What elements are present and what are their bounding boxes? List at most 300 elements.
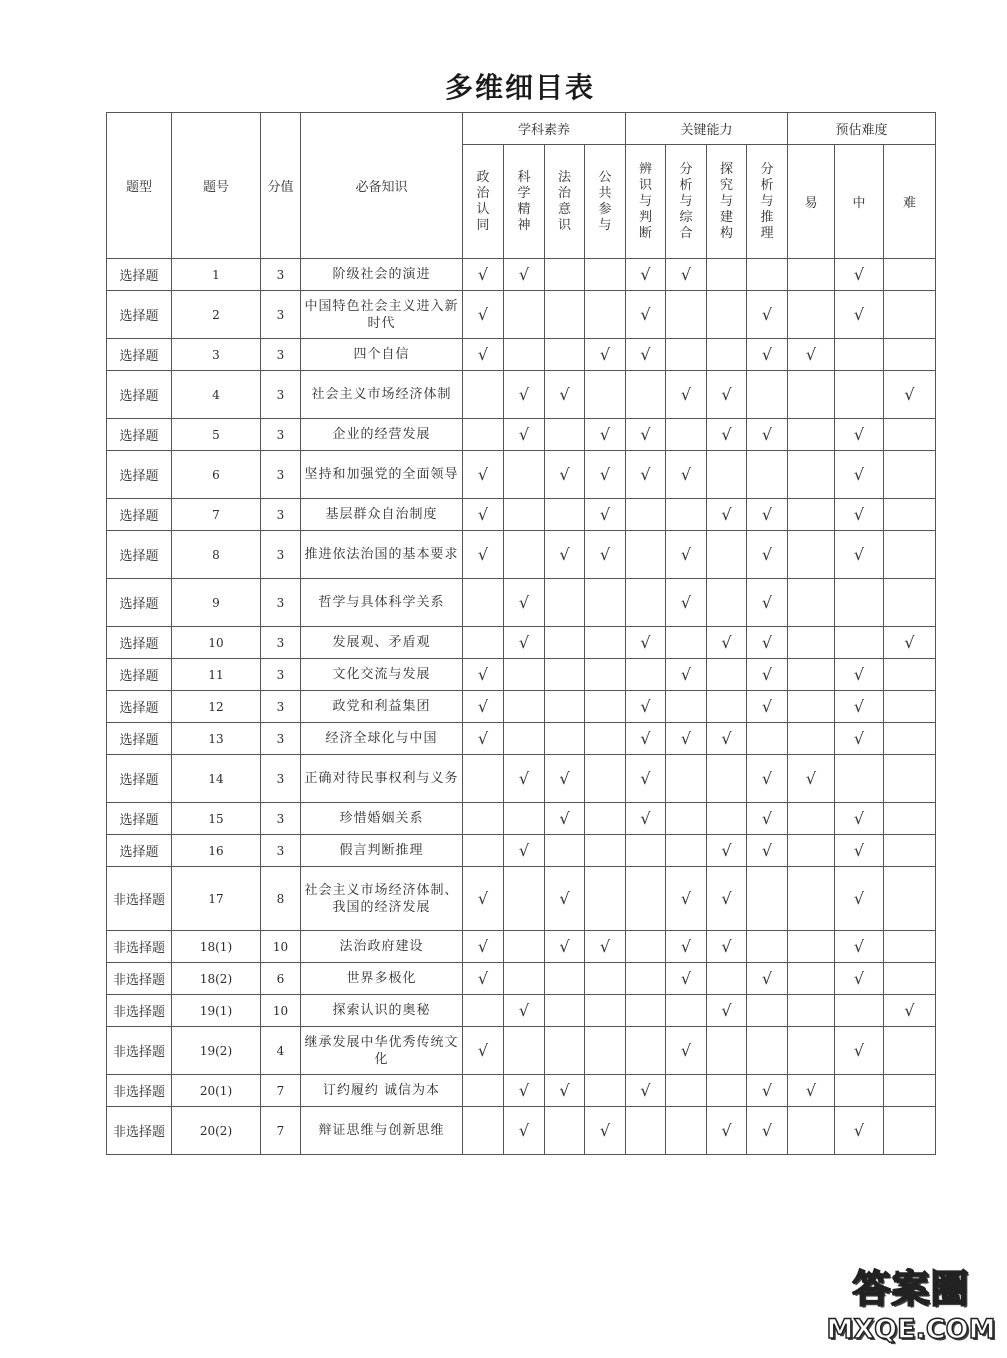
header-literacy-3: 法治意识 — [545, 145, 585, 259]
question-type-cell: 选择题 — [107, 371, 172, 419]
check-mark-cell: √ — [626, 691, 666, 723]
check-mark-cell: √ — [626, 723, 666, 755]
check-mark-cell: √ — [747, 835, 788, 867]
question-number-cell: 13 — [172, 723, 261, 755]
question-type-cell: 选择题 — [107, 835, 172, 867]
empty-cell — [545, 963, 585, 995]
check-mark-cell: √ — [747, 659, 788, 691]
question-type-cell: 选择题 — [107, 499, 172, 531]
empty-cell — [585, 371, 626, 419]
header-difficulty-easy: 易 — [788, 145, 835, 259]
empty-cell — [585, 659, 626, 691]
empty-cell — [585, 579, 626, 627]
table-row — [107, 627, 936, 659]
check-mark-cell: √ — [788, 755, 835, 803]
check-mark-cell: √ — [835, 291, 884, 339]
header-ability-1: 辨识与判断 — [626, 145, 666, 259]
question-number-cell: 18(1) — [172, 931, 261, 963]
knowledge-cell: 法治政府建设 — [301, 931, 463, 963]
empty-cell — [884, 931, 936, 963]
check-mark-cell: √ — [666, 371, 707, 419]
check-mark-cell: √ — [884, 995, 936, 1027]
empty-cell — [884, 531, 936, 579]
check-mark-cell: √ — [666, 451, 707, 499]
check-mark-cell: √ — [747, 963, 788, 995]
check-mark-cell: √ — [626, 259, 666, 291]
empty-cell — [504, 531, 545, 579]
header-row-groups — [107, 113, 936, 145]
empty-cell — [707, 579, 747, 627]
empty-cell — [884, 339, 936, 371]
empty-cell — [545, 291, 585, 339]
knowledge-cell: 继承发展中华优秀传统文化 — [301, 1027, 463, 1075]
question-type-cell: 选择题 — [107, 659, 172, 691]
empty-cell — [666, 755, 707, 803]
question-number-cell: 7 — [172, 499, 261, 531]
empty-cell — [463, 1107, 504, 1155]
empty-cell — [545, 995, 585, 1027]
check-mark-cell: √ — [747, 499, 788, 531]
check-mark-cell: √ — [545, 803, 585, 835]
check-mark-cell: √ — [463, 499, 504, 531]
question-number-cell: 11 — [172, 659, 261, 691]
table-row — [107, 371, 936, 419]
question-type-cell: 非选择题 — [107, 995, 172, 1027]
check-mark-cell: √ — [884, 371, 936, 419]
empty-cell — [884, 723, 936, 755]
check-mark-cell: √ — [788, 1075, 835, 1107]
header-difficulty-hard: 难 — [884, 145, 936, 259]
header-literacy-4: 公共参与 — [585, 145, 626, 259]
check-mark-cell: √ — [666, 259, 707, 291]
table-row — [107, 579, 936, 627]
empty-cell — [666, 499, 707, 531]
empty-cell — [504, 803, 545, 835]
check-mark-cell: √ — [835, 259, 884, 291]
empty-cell — [884, 499, 936, 531]
question-number-cell: 10 — [172, 627, 261, 659]
check-mark-cell: √ — [545, 867, 585, 931]
question-type-cell: 非选择题 — [107, 963, 172, 995]
question-number-cell: 15 — [172, 803, 261, 835]
knowledge-cell: 发展观、矛盾观 — [301, 627, 463, 659]
empty-cell — [884, 803, 936, 835]
score-cell: 3 — [261, 419, 301, 451]
empty-cell — [545, 339, 585, 371]
check-mark-cell: √ — [835, 1107, 884, 1155]
check-mark-cell: √ — [463, 691, 504, 723]
empty-cell — [788, 371, 835, 419]
empty-cell — [545, 259, 585, 291]
empty-cell — [585, 963, 626, 995]
check-mark-cell: √ — [585, 451, 626, 499]
check-mark-cell: √ — [747, 627, 788, 659]
empty-cell — [747, 259, 788, 291]
check-mark-cell: √ — [666, 963, 707, 995]
empty-cell — [884, 419, 936, 451]
header-ability-2: 分析与综合 — [666, 145, 707, 259]
question-number-cell: 9 — [172, 579, 261, 627]
empty-cell — [504, 963, 545, 995]
knowledge-cell: 订约履约 诚信为本 — [301, 1075, 463, 1107]
question-type-cell: 选择题 — [107, 723, 172, 755]
empty-cell — [788, 835, 835, 867]
empty-cell — [835, 339, 884, 371]
check-mark-cell: √ — [626, 451, 666, 499]
empty-cell — [835, 579, 884, 627]
score-cell: 3 — [261, 259, 301, 291]
check-mark-cell: √ — [747, 419, 788, 451]
check-mark-cell: √ — [504, 1075, 545, 1107]
table-row — [107, 1075, 936, 1107]
table-row — [107, 723, 936, 755]
table-row — [107, 1027, 936, 1075]
empty-cell — [585, 291, 626, 339]
table-row — [107, 803, 936, 835]
empty-cell — [666, 691, 707, 723]
check-mark-cell: √ — [545, 451, 585, 499]
check-mark-cell: √ — [747, 339, 788, 371]
empty-cell — [463, 835, 504, 867]
check-mark-cell: √ — [788, 339, 835, 371]
empty-cell — [835, 1075, 884, 1107]
check-mark-cell: √ — [585, 499, 626, 531]
check-mark-cell: √ — [707, 867, 747, 931]
empty-cell — [884, 1075, 936, 1107]
check-mark-cell: √ — [707, 627, 747, 659]
check-mark-cell: √ — [707, 835, 747, 867]
empty-cell — [788, 659, 835, 691]
question-number-cell: 8 — [172, 531, 261, 579]
empty-cell — [504, 1027, 545, 1075]
check-mark-cell: √ — [463, 723, 504, 755]
question-number-cell: 19(2) — [172, 1027, 261, 1075]
knowledge-cell: 文化交流与发展 — [301, 659, 463, 691]
empty-cell — [707, 1027, 747, 1075]
knowledge-cell: 哲学与具体科学关系 — [301, 579, 463, 627]
question-type-cell: 非选择题 — [107, 1075, 172, 1107]
question-type-cell: 选择题 — [107, 691, 172, 723]
question-type-cell: 非选择题 — [107, 867, 172, 931]
header-number: 题号 — [172, 113, 261, 259]
watermark-url: MXQE.COM — [826, 1314, 996, 1345]
empty-cell — [788, 995, 835, 1027]
empty-cell — [463, 803, 504, 835]
header-literacy-1: 政治认同 — [463, 145, 504, 259]
empty-cell — [884, 451, 936, 499]
watermark-logo: 答案圈 — [852, 1267, 970, 1311]
empty-cell — [788, 291, 835, 339]
check-mark-cell: √ — [463, 451, 504, 499]
table-body — [107, 259, 936, 1155]
knowledge-cell: 阶级社会的演进 — [301, 259, 463, 291]
question-number-cell: 1 — [172, 259, 261, 291]
table-row — [107, 339, 936, 371]
empty-cell — [788, 579, 835, 627]
question-type-cell: 选择题 — [107, 755, 172, 803]
check-mark-cell: √ — [666, 531, 707, 579]
check-mark-cell: √ — [666, 723, 707, 755]
empty-cell — [835, 627, 884, 659]
empty-cell — [585, 867, 626, 931]
empty-cell — [545, 419, 585, 451]
check-mark-cell: √ — [504, 627, 545, 659]
empty-cell — [545, 659, 585, 691]
empty-cell — [626, 1107, 666, 1155]
empty-cell — [788, 723, 835, 755]
score-cell: 4 — [261, 1027, 301, 1075]
header-literacy-2: 科学精神 — [504, 145, 545, 259]
check-mark-cell: √ — [626, 1075, 666, 1107]
score-cell: 3 — [261, 755, 301, 803]
empty-cell — [707, 659, 747, 691]
question-type-cell: 选择题 — [107, 579, 172, 627]
empty-cell — [585, 995, 626, 1027]
empty-cell — [788, 1027, 835, 1075]
knowledge-cell: 坚持和加强党的全面领导 — [301, 451, 463, 499]
check-mark-cell: √ — [585, 419, 626, 451]
empty-cell — [835, 371, 884, 419]
check-mark-cell: √ — [585, 531, 626, 579]
check-mark-cell: √ — [504, 755, 545, 803]
header-group-literacy: 学科素养 — [463, 113, 626, 145]
check-mark-cell: √ — [835, 835, 884, 867]
empty-cell — [884, 1107, 936, 1155]
empty-cell — [747, 451, 788, 499]
check-mark-cell: √ — [666, 659, 707, 691]
empty-cell — [788, 867, 835, 931]
score-cell: 3 — [261, 499, 301, 531]
score-cell: 3 — [261, 803, 301, 835]
question-number-cell: 20(2) — [172, 1107, 261, 1155]
question-number-cell: 16 — [172, 835, 261, 867]
empty-cell — [666, 1107, 707, 1155]
empty-cell — [504, 659, 545, 691]
score-cell: 3 — [261, 451, 301, 499]
check-mark-cell: √ — [747, 291, 788, 339]
question-type-cell: 选择题 — [107, 451, 172, 499]
knowledge-cell: 珍惜婚姻关系 — [301, 803, 463, 835]
empty-cell — [463, 579, 504, 627]
check-mark-cell: √ — [545, 371, 585, 419]
empty-cell — [585, 835, 626, 867]
empty-cell — [463, 419, 504, 451]
empty-cell — [747, 1027, 788, 1075]
empty-cell — [884, 867, 936, 931]
check-mark-cell: √ — [835, 1027, 884, 1075]
empty-cell — [626, 867, 666, 931]
empty-cell — [585, 627, 626, 659]
check-mark-cell: √ — [747, 691, 788, 723]
check-mark-cell: √ — [463, 291, 504, 339]
empty-cell — [626, 995, 666, 1027]
empty-cell — [884, 691, 936, 723]
knowledge-cell: 探索认识的奥秘 — [301, 995, 463, 1027]
table-row — [107, 963, 936, 995]
table-row — [107, 291, 936, 339]
question-type-cell: 选择题 — [107, 803, 172, 835]
check-mark-cell: √ — [666, 579, 707, 627]
empty-cell — [504, 291, 545, 339]
empty-cell — [707, 755, 747, 803]
knowledge-cell: 社会主义市场经济体制 — [301, 371, 463, 419]
table-row — [107, 659, 936, 691]
check-mark-cell: √ — [545, 755, 585, 803]
table-row — [107, 499, 936, 531]
question-type-cell: 非选择题 — [107, 1027, 172, 1075]
question-number-cell: 4 — [172, 371, 261, 419]
empty-cell — [884, 579, 936, 627]
score-cell: 3 — [261, 627, 301, 659]
score-cell: 8 — [261, 867, 301, 931]
empty-cell — [545, 579, 585, 627]
knowledge-cell: 推进依法治国的基本要求 — [301, 531, 463, 579]
empty-cell — [788, 419, 835, 451]
check-mark-cell: √ — [835, 803, 884, 835]
check-mark-cell: √ — [463, 867, 504, 931]
check-mark-cell: √ — [504, 579, 545, 627]
score-cell: 3 — [261, 531, 301, 579]
check-mark-cell: √ — [835, 931, 884, 963]
knowledge-cell: 经济全球化与中国 — [301, 723, 463, 755]
empty-cell — [707, 803, 747, 835]
check-mark-cell: √ — [747, 531, 788, 579]
empty-cell — [747, 931, 788, 963]
empty-cell — [747, 371, 788, 419]
question-type-cell: 选择题 — [107, 531, 172, 579]
empty-cell — [626, 531, 666, 579]
question-number-cell: 18(2) — [172, 963, 261, 995]
check-mark-cell: √ — [666, 867, 707, 931]
empty-cell — [585, 1075, 626, 1107]
check-mark-cell: √ — [666, 931, 707, 963]
empty-cell — [666, 1075, 707, 1107]
check-mark-cell: √ — [835, 531, 884, 579]
empty-cell — [626, 499, 666, 531]
score-cell: 7 — [261, 1075, 301, 1107]
empty-cell — [747, 995, 788, 1027]
empty-cell — [626, 579, 666, 627]
empty-cell — [884, 1027, 936, 1075]
check-mark-cell: √ — [504, 835, 545, 867]
empty-cell — [626, 371, 666, 419]
empty-cell — [835, 995, 884, 1027]
check-mark-cell: √ — [707, 371, 747, 419]
empty-cell — [666, 339, 707, 371]
table-row — [107, 531, 936, 579]
header-score: 分值 — [261, 113, 301, 259]
knowledge-cell: 社会主义市场经济体制、我国的经济发展 — [301, 867, 463, 931]
check-mark-cell: √ — [835, 451, 884, 499]
knowledge-cell: 假言判断推理 — [301, 835, 463, 867]
score-cell: 3 — [261, 579, 301, 627]
empty-cell — [788, 531, 835, 579]
empty-cell — [788, 1107, 835, 1155]
check-mark-cell: √ — [463, 339, 504, 371]
empty-cell — [463, 371, 504, 419]
empty-cell — [788, 963, 835, 995]
header-ability-3: 探究与建构 — [707, 145, 747, 259]
score-cell: 10 — [261, 931, 301, 963]
empty-cell — [707, 451, 747, 499]
check-mark-cell: √ — [747, 803, 788, 835]
score-cell: 10 — [261, 995, 301, 1027]
header-ability-4: 分析与推理 — [747, 145, 788, 259]
question-number-cell: 5 — [172, 419, 261, 451]
empty-cell — [707, 963, 747, 995]
check-mark-cell: √ — [504, 371, 545, 419]
question-number-cell: 14 — [172, 755, 261, 803]
header-knowledge: 必备知识 — [301, 113, 463, 259]
knowledge-cell: 四个自信 — [301, 339, 463, 371]
check-mark-cell: √ — [585, 1107, 626, 1155]
table-row — [107, 995, 936, 1027]
check-mark-cell: √ — [463, 931, 504, 963]
check-mark-cell: √ — [835, 963, 884, 995]
check-mark-cell: √ — [463, 259, 504, 291]
empty-cell — [585, 803, 626, 835]
empty-cell — [585, 755, 626, 803]
check-mark-cell: √ — [545, 531, 585, 579]
check-mark-cell: √ — [463, 1027, 504, 1075]
empty-cell — [545, 499, 585, 531]
question-number-cell: 19(1) — [172, 995, 261, 1027]
empty-cell — [747, 867, 788, 931]
score-cell: 3 — [261, 291, 301, 339]
empty-cell — [884, 259, 936, 291]
empty-cell — [666, 995, 707, 1027]
knowledge-cell: 企业的经营发展 — [301, 419, 463, 451]
check-mark-cell: √ — [707, 931, 747, 963]
question-type-cell: 选择题 — [107, 291, 172, 339]
check-mark-cell: √ — [504, 995, 545, 1027]
check-mark-cell: √ — [504, 259, 545, 291]
check-mark-cell: √ — [747, 755, 788, 803]
check-mark-cell: √ — [707, 723, 747, 755]
check-mark-cell: √ — [835, 867, 884, 931]
empty-cell — [585, 1027, 626, 1075]
check-mark-cell: √ — [626, 419, 666, 451]
empty-cell — [666, 803, 707, 835]
check-mark-cell: √ — [626, 755, 666, 803]
empty-cell — [545, 627, 585, 659]
empty-cell — [626, 659, 666, 691]
empty-cell — [504, 499, 545, 531]
score-cell: 3 — [261, 691, 301, 723]
check-mark-cell: √ — [835, 499, 884, 531]
empty-cell — [707, 691, 747, 723]
check-mark-cell: √ — [666, 1027, 707, 1075]
check-mark-cell: √ — [463, 531, 504, 579]
table-row — [107, 931, 936, 963]
check-mark-cell: √ — [747, 1107, 788, 1155]
table-row — [107, 419, 936, 451]
watermark — [822, 1258, 1000, 1353]
question-type-cell: 非选择题 — [107, 931, 172, 963]
table-row — [107, 259, 936, 291]
empty-cell — [463, 627, 504, 659]
empty-cell — [788, 691, 835, 723]
empty-cell — [666, 291, 707, 339]
question-type-cell: 选择题 — [107, 339, 172, 371]
empty-cell — [504, 691, 545, 723]
knowledge-cell: 政党和利益集团 — [301, 691, 463, 723]
empty-cell — [884, 755, 936, 803]
check-mark-cell: √ — [545, 931, 585, 963]
empty-cell — [585, 723, 626, 755]
page-title: 多维细目表 — [444, 71, 595, 104]
empty-cell — [545, 835, 585, 867]
